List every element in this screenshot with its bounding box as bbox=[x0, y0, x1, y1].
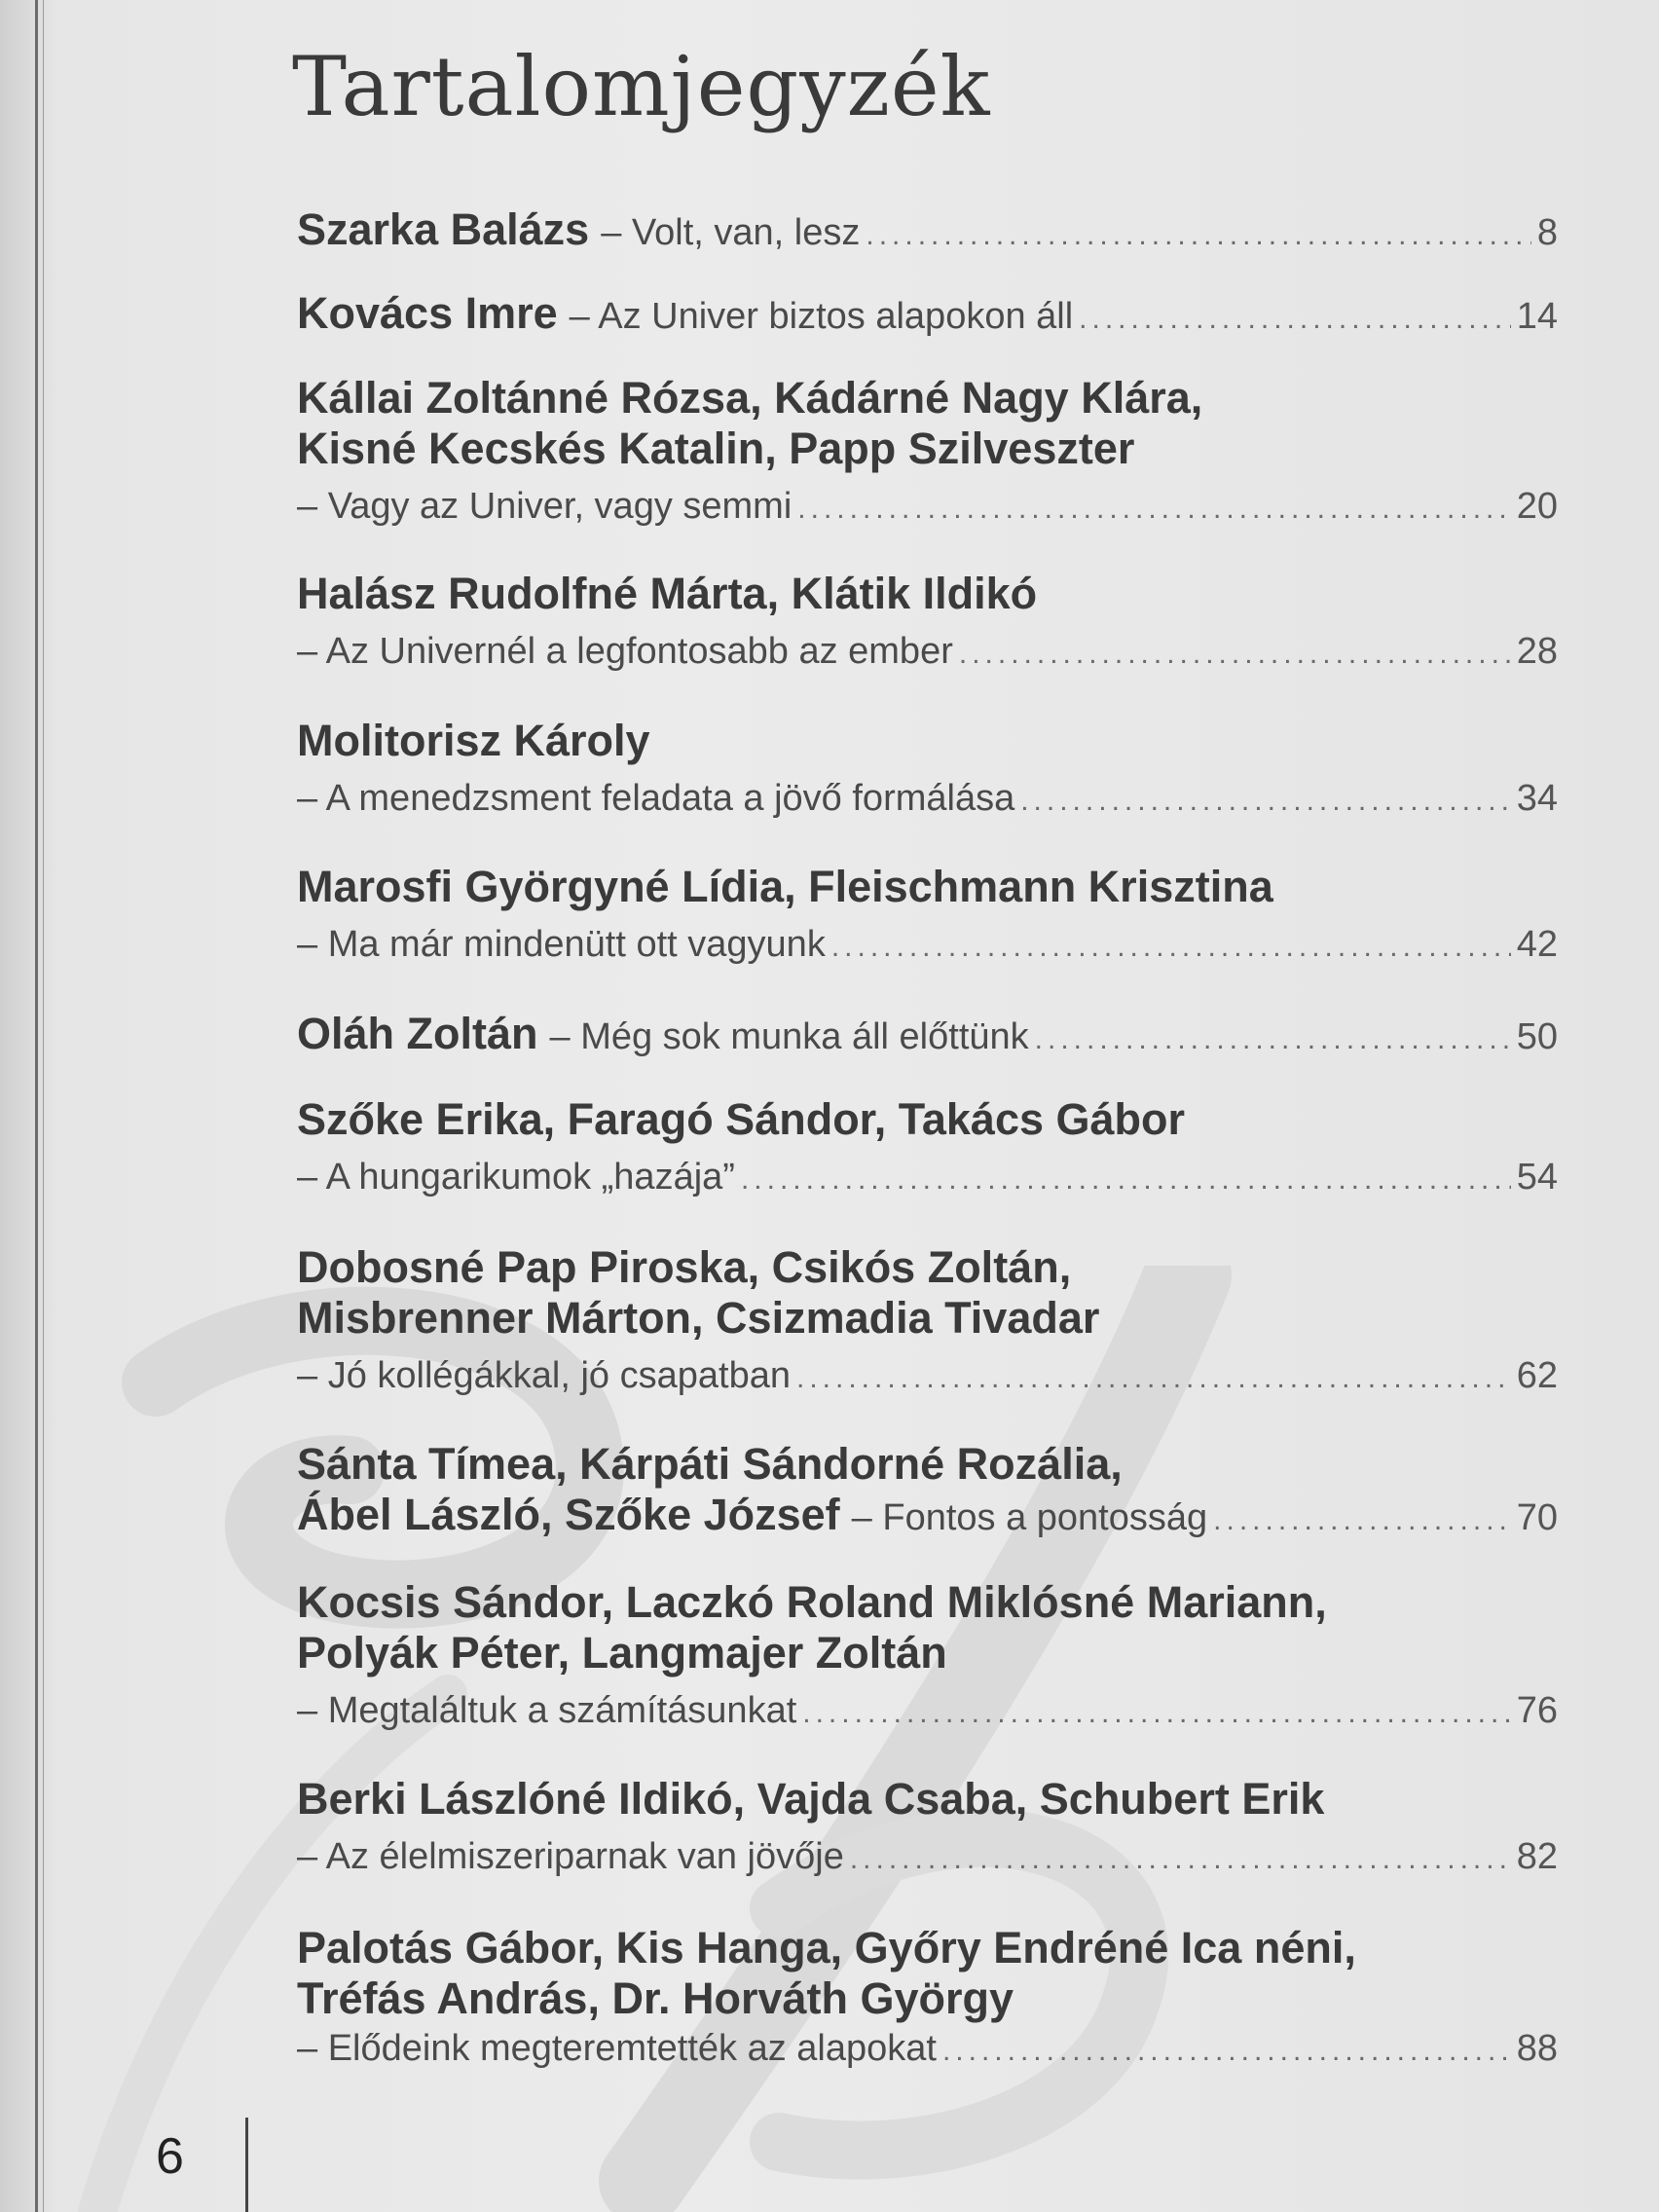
toc-entry-subtitle: – Volt, van, lesz bbox=[601, 212, 861, 253]
toc-entry-page: 82 bbox=[1516, 1836, 1558, 1877]
toc-entry-page: 50 bbox=[1516, 1016, 1558, 1057]
toc-entry-names: Palotás Gábor, Kis Hanga, Győry Endréné Ica néni, bbox=[297, 1923, 1356, 1972]
toc-entry-page: 76 bbox=[1516, 1690, 1558, 1731]
toc-entry-page: 28 bbox=[1516, 631, 1558, 672]
toc-entry-page: 42 bbox=[1516, 924, 1558, 965]
dot-leader bbox=[1020, 785, 1511, 818]
toc-entry-names: Oláh Zoltán bbox=[297, 1009, 538, 1058]
dot-leader bbox=[797, 493, 1510, 526]
page-number: 6 bbox=[156, 2128, 184, 2185]
toc-entry-names: Kovács Imre bbox=[297, 288, 558, 338]
toc-entry bbox=[297, 862, 1558, 969]
dot-leader bbox=[796, 1362, 1511, 1395]
toc-entry bbox=[297, 1009, 1558, 1061]
dot-leader bbox=[866, 219, 1531, 252]
toc-entry-names: Molitorisz Károly bbox=[297, 716, 650, 765]
dot-leader bbox=[1035, 1023, 1511, 1056]
dot-leader bbox=[942, 2035, 1511, 2068]
toc-entry-names: Kocsis Sándor, Laczkó Roland Miklósné Mariann, bbox=[297, 1577, 1327, 1627]
toc-entry-page: 34 bbox=[1516, 778, 1558, 819]
toc-entry-subtitle: – Elődeink megteremtették az alapokat bbox=[297, 2028, 937, 2069]
toc-entry-names: Kállai Zoltánné Rózsa, Kádárné Nagy Klára, bbox=[297, 373, 1203, 423]
toc-entry-page: 54 bbox=[1516, 1157, 1558, 1198]
dot-leader bbox=[959, 638, 1511, 671]
toc-entry-names: Marosfi Györgyné Lídia, Fleischmann Krisztina bbox=[297, 862, 1273, 911]
toc-entry-subtitle: – Ma már mindenütt ott vagyunk bbox=[297, 924, 826, 965]
toc-entry-names: Halász Rudolfné Márta, Klátik Ildikó bbox=[297, 569, 1038, 618]
dot-leader bbox=[741, 1163, 1511, 1197]
dot-leader bbox=[802, 1697, 1510, 1730]
page-title: Tartalomjegyzék bbox=[292, 39, 991, 134]
toc-entry-names: Kisné Kecskés Katalin, Papp Szilveszter bbox=[297, 424, 1135, 473]
toc-entry-subtitle: – Az élelmiszeriparnak van jövője bbox=[297, 1836, 844, 1877]
toc-entry-page: 20 bbox=[1516, 486, 1558, 527]
toc-entry-names: Sánta Tímea, Kárpáti Sándorné Rozália, bbox=[297, 1439, 1123, 1489]
toc-entry-subtitle: – Az Univer biztos alapokon áll bbox=[569, 296, 1074, 337]
toc-entry-page: 8 bbox=[1536, 212, 1558, 253]
toc-entry-subtitle: – Jó kollégákkal, jó csapatban bbox=[297, 1355, 791, 1396]
toc-entry-names: Tréfás András, Dr. Horváth György bbox=[297, 1973, 1014, 2023]
toc-entry-names: Berki Lászlóné Ildikó, Vajda Csaba, Schubert Erik bbox=[297, 1774, 1325, 1824]
toc-entry bbox=[297, 1774, 1558, 1881]
toc-entry bbox=[297, 716, 1558, 823]
toc-entry-page: 14 bbox=[1516, 296, 1558, 337]
toc-entry bbox=[297, 1923, 1558, 2073]
toc-entry-subtitle: – Az Univernél a legfontosabb az ember bbox=[297, 631, 953, 672]
toc-entry bbox=[297, 1242, 1558, 1400]
toc-entry-page: 62 bbox=[1516, 1355, 1558, 1396]
toc-entry-subtitle: – Vagy az Univer, vagy semmi bbox=[297, 486, 793, 527]
toc-entry-names: Dobosné Pap Piroska, Csikós Zoltán, bbox=[297, 1242, 1072, 1292]
toc-entry-subtitle: – A hungarikumok „hazája” bbox=[297, 1157, 735, 1198]
book-spine-line bbox=[35, 0, 38, 2212]
toc-entry-subtitle: – A menedzsment feladata a jövő formálása bbox=[297, 778, 1015, 819]
toc-entry-names: Szarka Balázs bbox=[297, 204, 590, 254]
toc-entry-subtitle: – Fontos a pontosság bbox=[851, 1497, 1208, 1538]
book-spine-edge bbox=[43, 0, 44, 2212]
toc-entry bbox=[297, 1439, 1558, 1542]
dot-leader bbox=[831, 931, 1511, 964]
toc-entry-page: 88 bbox=[1516, 2028, 1558, 2069]
toc-entry-names: Ábel László, Szőke József bbox=[297, 1490, 840, 1539]
toc-entry bbox=[297, 204, 1558, 257]
dot-leader bbox=[850, 1843, 1511, 1876]
toc-entry-names: Polyák Péter, Langmajer Zoltán bbox=[297, 1628, 947, 1677]
toc-entry bbox=[297, 1577, 1558, 1735]
toc-entry bbox=[297, 569, 1558, 676]
toc-entry-subtitle: – Megtaláltuk a számításunkat bbox=[297, 1690, 797, 1731]
toc-entry bbox=[297, 1094, 1558, 1201]
toc-entry bbox=[297, 373, 1558, 531]
dot-leader bbox=[1213, 1504, 1511, 1537]
dot-leader bbox=[1079, 303, 1511, 336]
toc-entry-names: Misbrenner Márton, Csizmadia Tivadar bbox=[297, 1293, 1100, 1343]
toc-entry-names: Szőke Erika, Faragó Sándor, Takács Gábor bbox=[297, 1094, 1186, 1144]
toc-entry bbox=[297, 288, 1558, 341]
footer-divider bbox=[245, 2118, 248, 2212]
toc-entry-page: 70 bbox=[1516, 1497, 1558, 1538]
toc-entry-subtitle: – Még sok munka áll előttünk bbox=[549, 1016, 1029, 1057]
